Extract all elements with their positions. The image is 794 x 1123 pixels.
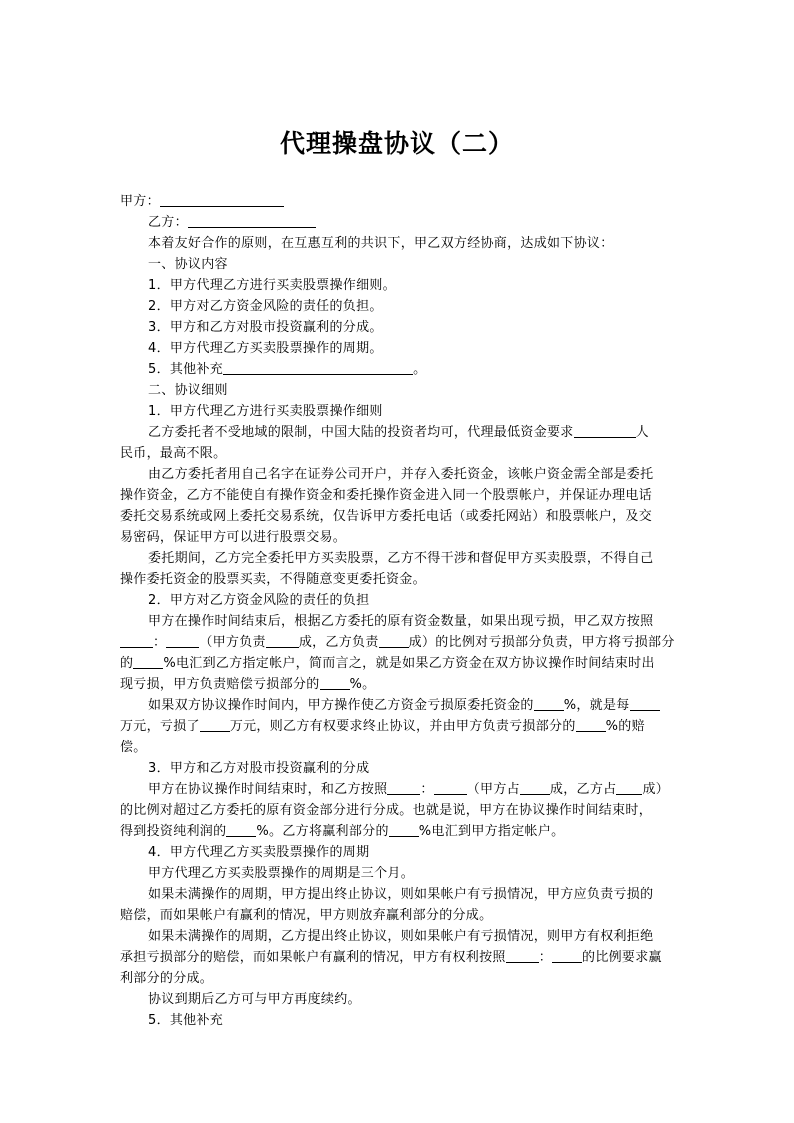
blank: [434, 780, 467, 795]
section-1-item: 1．甲方代理乙方进行买卖股票操作细则。: [148, 278, 396, 293]
text-span: 成，乙方负责: [298, 635, 379, 650]
subsection-2-4-heading: 4．甲方代理乙方买卖股票操作的周期: [148, 845, 370, 860]
text-span: %。乙方将赢利部分的: [256, 824, 389, 839]
blank: [379, 633, 409, 648]
s23-p1-line: [120, 821, 676, 842]
s22-p1-line: [120, 674, 676, 695]
section-1-item: 2．甲方对乙方资金风险的责任的负担。: [148, 299, 383, 314]
s23-p1-line: [120, 779, 676, 800]
blank: [616, 780, 642, 795]
party-b-label: 乙方：: [148, 215, 188, 230]
text-span: （甲方占: [466, 782, 520, 797]
text-span: 乙方委托者不受地域的限制，中国大陆的投资者均可，代理最低资金要求: [148, 425, 574, 440]
text-span: 如果双方协议操作时间内，甲方操作使乙方资金亏损原委托资金的: [148, 698, 534, 713]
text-span: 万元，则乙方有权要求终止协议，并由甲方负责亏损部分的: [229, 719, 576, 734]
party-b-line: [120, 212, 676, 233]
text-span: %，就是每: [563, 698, 630, 713]
text-span: 甲方在协议操作时间结束时，和乙方按照: [148, 782, 388, 797]
text-span: 成）: [642, 782, 670, 797]
s22-p2-line: 偿。: [120, 740, 147, 755]
text-span: 的: [120, 656, 134, 671]
text-span: 现亏损，甲方负责赔偿亏损部分的: [120, 677, 320, 692]
s21-p1-line: [120, 422, 676, 443]
s21-p3-line: 操作委托资金的股票买卖，不得随意变更委托资金。: [120, 572, 426, 587]
text-span: %电汇到乙方指定帐户，简而言之，就是如果乙方资金在双方协议操作时间结束时出: [163, 656, 655, 671]
s22-p2-line: [120, 716, 676, 737]
blank: [630, 696, 660, 711]
item-5-end: 。: [413, 362, 427, 377]
preamble: 本着友好合作的原则，在互惠互利的共识下，甲乙双方经协商，达成如下协议：: [148, 236, 614, 251]
blank: [506, 948, 539, 963]
blank: [387, 780, 420, 795]
section-1-item-5: [120, 359, 676, 380]
s24-p2-line: 赔偿，而如果帐户有赢利的情况，甲方则放弃赢利部分的分成。: [120, 908, 493, 923]
party-a-line: [120, 191, 676, 212]
min-capital-blank: [574, 423, 636, 438]
text-span: ：: [153, 635, 167, 650]
subsection-2-3-heading: 3．甲方和乙方对股市投资赢利的分成: [148, 761, 370, 776]
blank: [166, 633, 199, 648]
text-span: 万元，亏损了: [120, 719, 200, 734]
section-1-heading: 一、协议内容: [148, 257, 228, 272]
text-span: %。: [349, 677, 376, 692]
s24-p4: 协议到期后乙方可与甲方再度续约。: [148, 992, 361, 1007]
s21-p3-line: 委托期间，乙方完全委托甲方买卖股票，乙方不得干涉和督促甲方买卖股票，不得自己: [148, 551, 654, 566]
text-span: 成，乙方占: [549, 782, 617, 797]
s24-p1: 甲方代理乙方买卖股票操作的周期是三个月。: [148, 866, 415, 881]
s24-p3-line: 利部分的分成。: [120, 971, 214, 986]
party-a-blank: [160, 192, 284, 207]
blank: [552, 948, 582, 963]
party-a-label: 甲方：: [120, 194, 160, 209]
s24-p2-line: 如果未满操作的周期，甲方提出终止协议，则如果帐户有亏损情况，甲方应负责亏损的: [148, 887, 654, 902]
text-span: %的赔: [605, 719, 645, 734]
section-1-item: 4．甲方代理乙方买卖股票操作的周期。: [148, 341, 383, 356]
s21-p2-line: 由乙方委托者用自己名字在证券公司开户，并存入委托资金，该帐户资金需全部是委托: [148, 467, 654, 482]
text-span: 承担亏损部分的赔偿，而如果帐户有赢利的情况，甲方有权利按照: [120, 950, 506, 965]
blank: [266, 633, 299, 648]
text-span: 得到投资纯利润的: [120, 824, 227, 839]
s24-p3-line: [120, 947, 676, 968]
text-span: ：: [420, 782, 434, 797]
text-span: （甲方负责: [199, 635, 266, 650]
s22-p1-line: [120, 632, 676, 653]
subsection-2-1-heading: 1．甲方代理乙方进行买卖股票操作细则: [148, 404, 383, 419]
s23-p1-line: 的比例对超过乙方委托的原有资金部分进行分成。也就是说，甲方在协议操作时间结束时，: [120, 803, 653, 818]
s21-p2-line: 易密码，保证甲方可以进行股票交易。: [120, 530, 347, 545]
item-5-label: 5．其他补充: [148, 362, 224, 377]
blank: [120, 633, 153, 648]
text-span: %电汇到甲方指定帐户。: [418, 824, 565, 839]
s24-p3-line: 如果未满操作的周期，乙方提出终止协议，则如果帐户有亏损情况，则甲方有权利拒绝: [148, 929, 654, 944]
section-1-item: 3．甲方和乙方对股市投资赢利的分成。: [148, 320, 383, 335]
blank: [576, 717, 606, 732]
item-5-blank: [223, 360, 413, 375]
s21-p1-line: 民币，最高不限。: [120, 446, 227, 461]
blank: [520, 780, 550, 795]
section-2-heading: 二、协议细则: [148, 383, 228, 398]
text-span: 人: [635, 425, 649, 440]
subsection-2-2-heading: 2．甲方对乙方资金风险的责任的负担: [148, 593, 370, 608]
text-span: 的比例要求赢: [582, 950, 662, 965]
s22-p1-line: 甲方在操作时间结束后，根据乙方委托的原有资金数量，如果出现亏损，甲乙双方按照: [148, 614, 654, 629]
s22-p2-line: [120, 695, 676, 716]
s21-p2-line: 委托交易系统或网上委托交易系统，仅告诉甲方委托电话（或委托网站）和股票帐户，及交: [120, 509, 653, 524]
blank: [226, 822, 256, 837]
s21-p2-line: 操作资金，乙方不能使自有操作资金和委托操作资金进入同一个股票帐户，并保证办理电话: [120, 488, 653, 503]
text-span: 成）的比例对亏损部分负责，甲方将亏损部分: [408, 635, 675, 650]
text-span: ：: [538, 950, 553, 965]
s22-p1-line: [120, 653, 676, 674]
blank: [389, 822, 419, 837]
document-body: [120, 191, 676, 1031]
document-title: 代理操盘协议（二）: [279, 129, 514, 158]
blank: [133, 654, 163, 669]
blank: [320, 675, 350, 690]
blank: [534, 696, 564, 711]
blank: [200, 717, 230, 732]
party-b-blank: [188, 213, 316, 228]
subsection-2-5-heading: 5．其他补充: [148, 1013, 224, 1028]
